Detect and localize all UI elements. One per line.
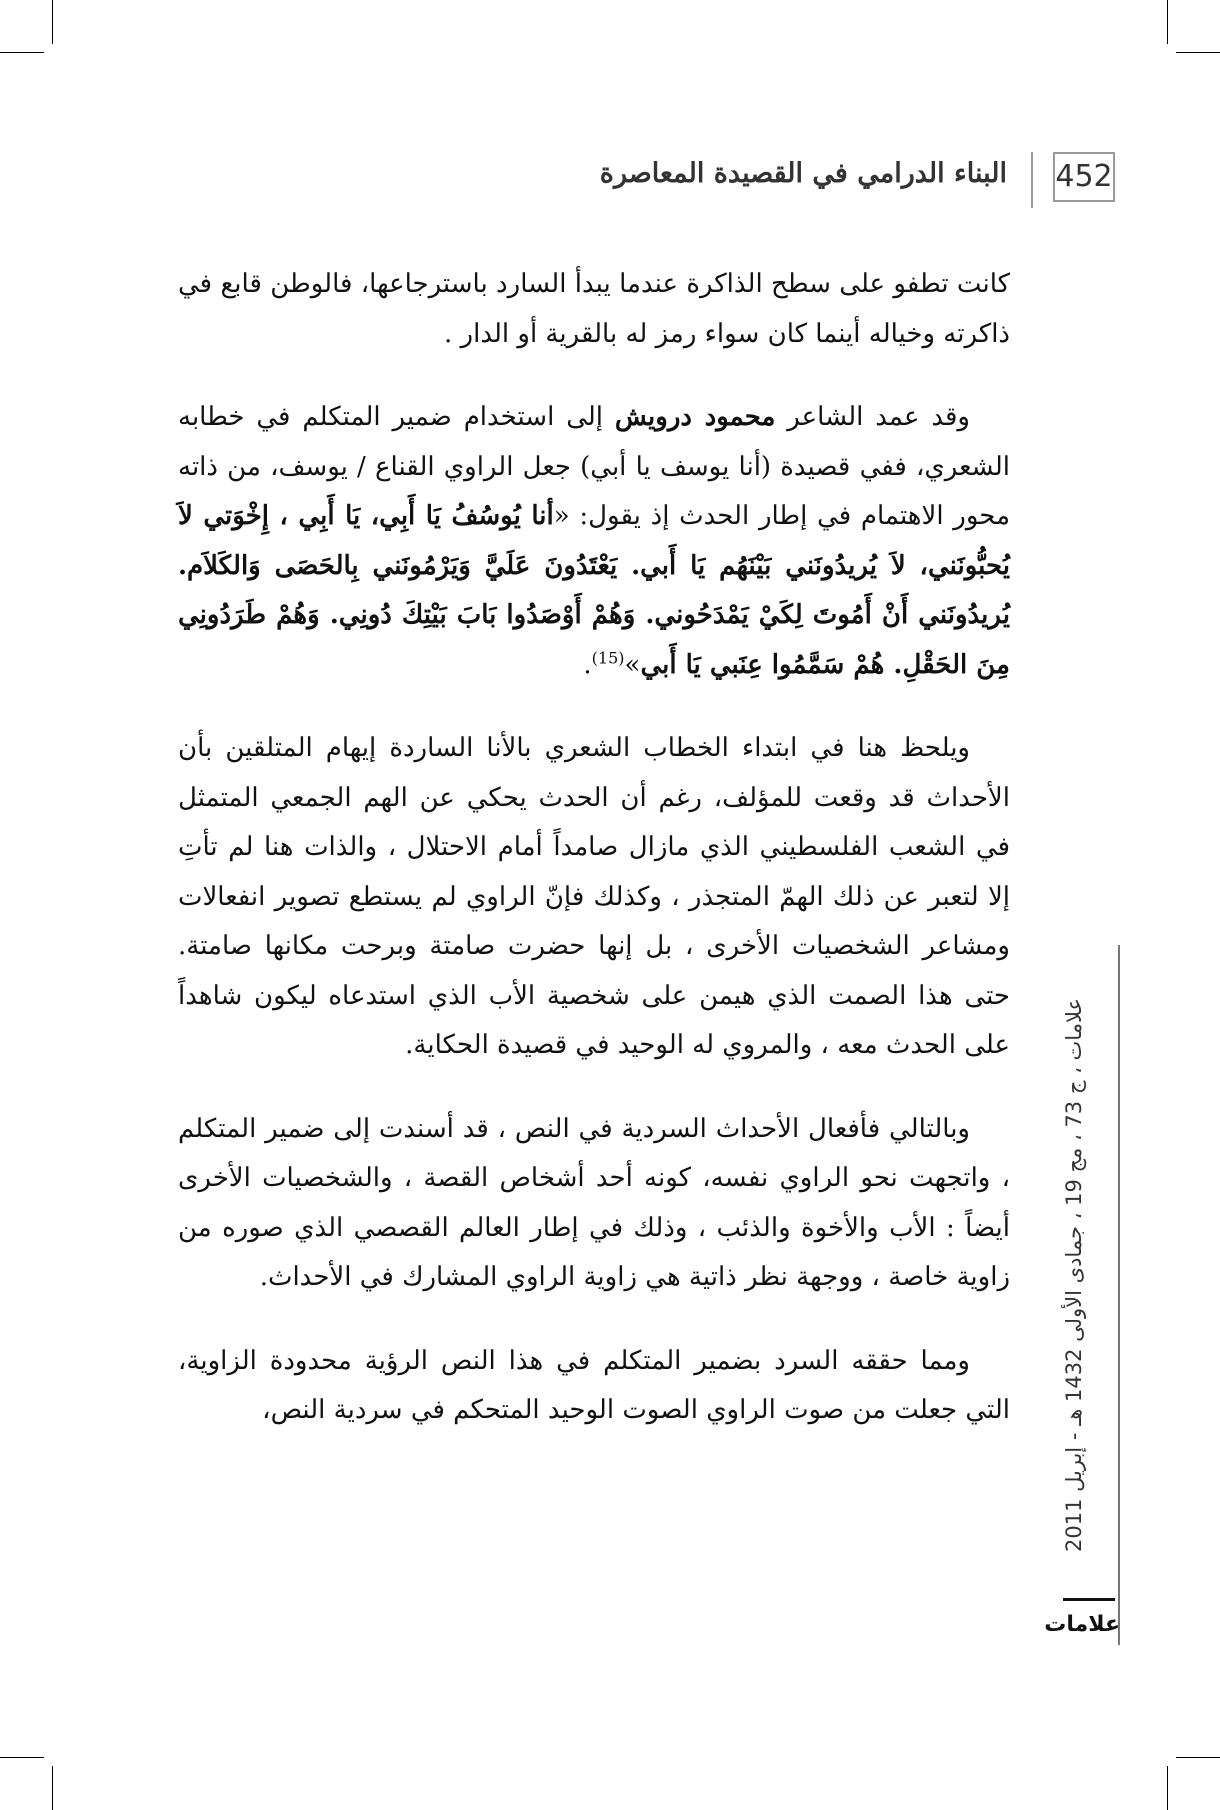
- paragraph-2-intro: وقد عمد الشاعر: [775, 402, 970, 432]
- crop-mark: [52, 1766, 53, 1810]
- running-title: البناء الدرامي في القصيدة المعاصرة: [599, 158, 1007, 189]
- article-body: [178, 260, 1010, 1436]
- logo-bar: [1063, 1598, 1115, 1601]
- poem-quote: أنا يُوسُفُ يَا أَبِي، يَا أَبِي ، إِخْوَتي لاَ يُحبُّونَني، لاَ يُريدُونَني بَيْنَهُم يَا أَبي. يَعْتَدُونَ عَلَيَّ وَيَرْمُونَني بِالحَصَى وَالكَلاَم. يُريدُونَني أَنْ أَمُوتَ لِكَيْ يَمْدَحُوني. وَهُمْ أَوْصَدُوا بَابَ بَيْتِكَ دُونِي. وَهُمْ طَرَدُونِي مِنَ الحَقْلِ. هُمْ سَمَّمُوا عِنَبي يَا أَبي: [178, 501, 1010, 680]
- paragraph-1: كانت تطفو على سطح الذاكرة عندما يبدأ السارد باسترجاعها، فالوطن قابع في ذاكرته وخياله أينما كان سواء رمز له بالقرية أو الدار .: [178, 269, 1010, 349]
- crop-mark: [0, 52, 44, 53]
- page-number: 452: [1053, 152, 1115, 202]
- paragraph-4: وبالتالي فأفعال الأحداث السردية في النص ، قد أسندت إلى ضمير المتكلم ، واتجهت نحو الراوي نفسه، كونه أحد أشخاص القصة ، والشخصيات الأخرى أيضاً : الأب والأخوة والذئب ، وذلك في إطار العالم القصصي الذي صوره من زاوية خاصة ، ووجهة نظر ذاتية هي زاوية الراوي المشارك في الأحداث.: [178, 1113, 1010, 1292]
- header-divider: [1031, 152, 1033, 208]
- quote-close: »: [624, 649, 641, 680]
- paragraph-3: ويلحظ هنا في ابتداء الخطاب الشعري بالأنا الساردة إيهام المتلقين بأن الأحداث قد وقعت للمؤلف، رغم أن الحدث يحكي عن الهم الجمعي المتمثل في الشعب الفلسطيني الذي مازال صامداً أمام الاحتلال ، والذات هنا لم تأتِ إلا لتعبر عن ذلك الهمّ المتجذر ، وكذلك فإنّ الراوي لم يستطع تصوير انفعالات ومشاعر الشخصيات الأخرى ، بل إنها حضرت صامتة وبرحت مكانها صامتة. حتى هذا الصمت الذي هيمن على شخصية الأب الذي استدعاه ليكون شاهداً على الحدث معه ، والمروي له الوحيد في قصيدة الحكاية.: [178, 733, 1010, 1060]
- paragraph-2-text: إلى استخدام ضمير المتكلم في خطابه الشعري، ففي قصيدة (أنا يوسف يا أبي) جعل الراوي القناع / يوسف، من ذاته محور الاهتمام في إطار الحدث إذ يقول: «: [178, 402, 1010, 531]
- crop-mark: [52, 0, 53, 44]
- paragraph-2-end: .: [583, 649, 592, 680]
- crop-mark: [1176, 1757, 1220, 1758]
- page-header: [160, 152, 1115, 208]
- sidebar-divider: [1118, 945, 1120, 1645]
- poet-name: محمود درويش: [614, 402, 776, 432]
- crop-mark: [0, 1757, 44, 1758]
- crop-mark: [1167, 1766, 1168, 1810]
- paragraph-5: ومما حققه السرد بضمير المتكلم في هذا النص الرؤية محدودة الزاوية، التي جعلت من صوت الراوي الصوت الوحيد المتحكم في سردية النص،: [178, 1345, 1010, 1425]
- crop-mark: [1167, 0, 1168, 44]
- journal-info: علامات ، ج 73 ، مج 19 ، جمادى الأولى 1432 هـ - إبريل 2011: [1062, 998, 1086, 1553]
- crop-mark: [1176, 52, 1220, 53]
- journal-logo: علامات: [1044, 1612, 1120, 1637]
- footnote-ref: (15): [591, 647, 625, 667]
- paragraph-2: [178, 393, 1010, 690]
